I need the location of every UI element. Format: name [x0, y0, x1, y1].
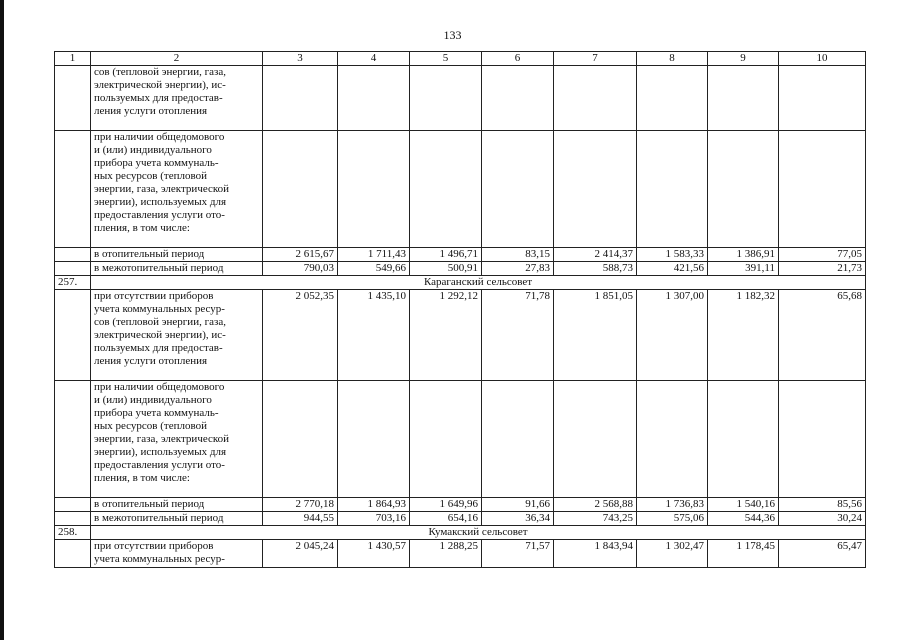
value-cell	[410, 131, 482, 248]
value-cell: 2 414,37	[554, 248, 637, 262]
value-cell	[338, 381, 410, 498]
value-cell: 743,25	[554, 512, 637, 526]
section-row	[55, 276, 866, 290]
tariff-table	[54, 51, 866, 568]
value-cell: 85,56	[779, 498, 866, 512]
value-cell: 654,16	[410, 512, 482, 526]
value-cell: 1 307,00	[637, 290, 708, 381]
value-cell	[554, 381, 637, 498]
column-header: 4	[338, 52, 410, 66]
column-header: 10	[779, 52, 866, 66]
value-cell: 2 770,18	[263, 498, 338, 512]
table-row	[55, 290, 866, 381]
column-header: 1	[55, 52, 91, 66]
description-cell: при наличии общедомового и (или) индивидуального прибора учета коммуналь- ных ресурсов (тепловой энергии, газа, электрической энергии), используемых для предоставления услуги ото- пления, в том числе:	[91, 131, 263, 248]
value-cell: 1 178,45	[708, 540, 779, 568]
value-cell: 1 736,83	[637, 498, 708, 512]
value-cell: 30,24	[779, 512, 866, 526]
table-row	[55, 66, 866, 131]
value-cell: 65,68	[779, 290, 866, 381]
value-cell: 588,73	[554, 262, 637, 276]
value-cell	[637, 381, 708, 498]
value-cell: 77,05	[779, 248, 866, 262]
value-cell: 1 711,43	[338, 248, 410, 262]
column-header: 7	[554, 52, 637, 66]
value-cell: 1 288,25	[410, 540, 482, 568]
value-cell: 27,83	[482, 262, 554, 276]
column-header: 5	[410, 52, 482, 66]
value-cell: 549,66	[338, 262, 410, 276]
row-number	[55, 262, 91, 276]
value-cell: 2 045,24	[263, 540, 338, 568]
value-cell: 575,06	[637, 512, 708, 526]
value-cell: 544,36	[708, 512, 779, 526]
value-cell: 2 052,35	[263, 290, 338, 381]
value-cell	[338, 66, 410, 131]
description-cell: в отопительный период	[91, 248, 263, 262]
value-cell: 1 302,47	[637, 540, 708, 568]
value-cell: 2 568,88	[554, 498, 637, 512]
column-header: 8	[637, 52, 708, 66]
value-cell: 1 182,32	[708, 290, 779, 381]
description-cell: сов (тепловой энергии, газа, электрической энергии), ис- пользуемых для предостав- ления услуги отопления	[91, 66, 263, 131]
value-cell: 421,56	[637, 262, 708, 276]
column-header: 9	[708, 52, 779, 66]
description-cell: при отсутствии приборов учета коммунальных ресур- сов (тепловой энергии, газа, электрической энергии), ис- пользуемых для предостав- ления услуги отопления	[91, 290, 263, 381]
description-cell: в межотопительный период	[91, 512, 263, 526]
table-row	[55, 248, 866, 262]
value-cell	[708, 66, 779, 131]
value-cell: 1 386,91	[708, 248, 779, 262]
description-cell: при отсутствии приборов учета коммунальных ресур-	[91, 540, 263, 568]
page-edge-bar	[0, 0, 4, 640]
table-row	[55, 381, 866, 498]
value-cell: 1 430,57	[338, 540, 410, 568]
row-number	[55, 66, 91, 131]
value-cell: 500,91	[410, 262, 482, 276]
table-row	[55, 540, 866, 568]
value-cell: 1 864,93	[338, 498, 410, 512]
value-cell: 1 496,71	[410, 248, 482, 262]
value-cell: 21,73	[779, 262, 866, 276]
row-number	[55, 131, 91, 248]
value-cell: 1 540,16	[708, 498, 779, 512]
value-cell: 1 583,33	[637, 248, 708, 262]
value-cell	[263, 131, 338, 248]
value-cell	[482, 66, 554, 131]
row-number: 257.	[55, 276, 91, 290]
value-cell	[263, 66, 338, 131]
column-number-row	[55, 52, 866, 66]
row-number	[55, 498, 91, 512]
value-cell	[779, 131, 866, 248]
value-cell	[637, 66, 708, 131]
description-cell: при наличии общедомового и (или) индивидуального прибора учета коммуналь- ных ресурсов (тепловой энергии, газа, электрической энергии), используемых для предоставления услуги ото- пления, в том числе:	[91, 381, 263, 498]
value-cell: 2 615,67	[263, 248, 338, 262]
value-cell: 391,11	[708, 262, 779, 276]
value-cell	[779, 66, 866, 131]
row-number	[55, 512, 91, 526]
table-row	[55, 498, 866, 512]
value-cell	[482, 131, 554, 248]
description-cell: в отопительный период	[91, 498, 263, 512]
row-number	[55, 381, 91, 498]
value-cell: 944,55	[263, 512, 338, 526]
value-cell: 1 292,12	[410, 290, 482, 381]
value-cell: 71,57	[482, 540, 554, 568]
value-cell: 1 843,94	[554, 540, 637, 568]
value-cell: 703,16	[338, 512, 410, 526]
value-cell: 1 649,96	[410, 498, 482, 512]
description-cell: в межотопительный период	[91, 262, 263, 276]
row-number	[55, 290, 91, 381]
section-title: Кумакский сельсовет	[91, 526, 866, 540]
value-cell	[338, 131, 410, 248]
section-row	[55, 526, 866, 540]
value-cell: 790,03	[263, 262, 338, 276]
value-cell	[637, 131, 708, 248]
value-cell	[779, 381, 866, 498]
row-number: 258.	[55, 526, 91, 540]
value-cell	[410, 381, 482, 498]
value-cell	[263, 381, 338, 498]
value-cell: 65,47	[779, 540, 866, 568]
column-header: 2	[91, 52, 263, 66]
table-row	[55, 512, 866, 526]
value-cell	[482, 381, 554, 498]
value-cell: 71,78	[482, 290, 554, 381]
column-header: 6	[482, 52, 554, 66]
value-cell: 83,15	[482, 248, 554, 262]
column-header: 3	[263, 52, 338, 66]
value-cell: 36,34	[482, 512, 554, 526]
table-row	[55, 131, 866, 248]
value-cell	[708, 131, 779, 248]
value-cell: 1 851,05	[554, 290, 637, 381]
table-row	[55, 262, 866, 276]
value-cell: 1 435,10	[338, 290, 410, 381]
row-number	[55, 540, 91, 568]
section-title: Караганский сельсовет	[91, 276, 866, 290]
value-cell	[410, 66, 482, 131]
page-number: 133	[443, 28, 462, 42]
value-cell: 91,66	[482, 498, 554, 512]
value-cell	[554, 131, 637, 248]
row-number	[55, 248, 91, 262]
value-cell	[554, 66, 637, 131]
value-cell	[708, 381, 779, 498]
